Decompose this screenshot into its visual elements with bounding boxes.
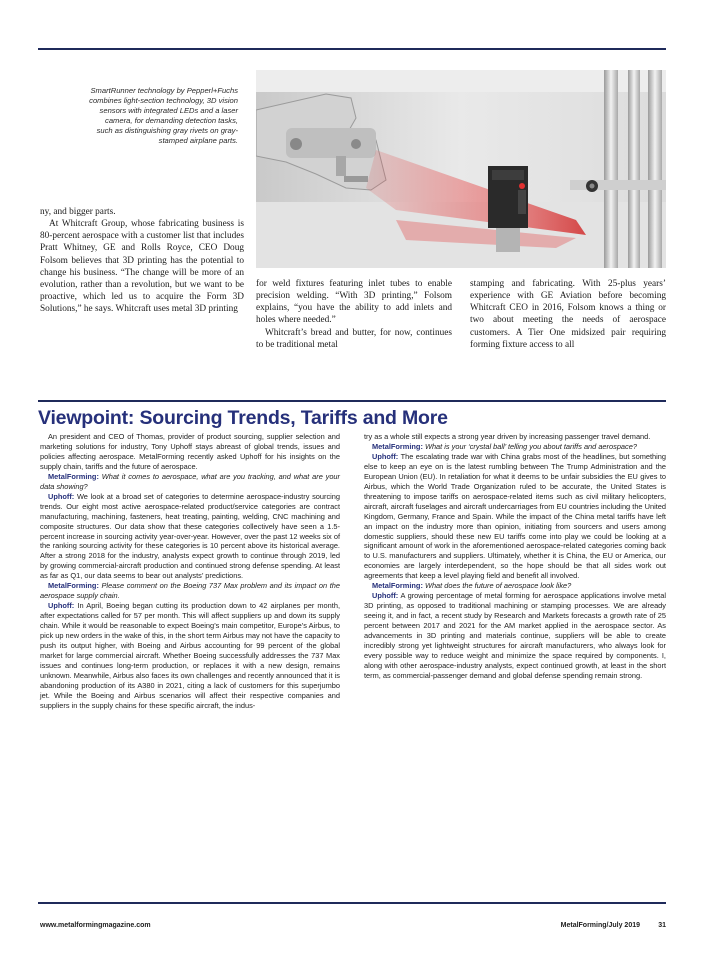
interviewer-label: MetalForming:	[372, 581, 423, 591]
viewpoint-paragraph	[364, 432, 666, 442]
sensor-photo-icon	[256, 70, 666, 268]
viewpoint-paragraph	[40, 432, 340, 472]
viewpoint-paragraph	[364, 581, 666, 591]
article-column-1	[40, 206, 244, 315]
article-paragraph: Whitcraft’s bread and butter, for now, continues to be traditional metal	[256, 327, 452, 350]
article-paragraph: stamping and fabricating. With 25-plus years’ experience with GE Aviation before becoming Whitcraft CEO in 2016, Folsom knows a thing or two about meeting the needs of aerospace customers. A Tier One midsized pair requiring forming fixture access to all	[470, 279, 666, 350]
answer-text: A growing percentage of metal forming for aerospace applications involve metal 3D printing, as opposed to traditional machining or stamping processes. We are already seeing it, and in fact, a recent study by Research and Markets forecasts a growth rate of 25 percent between 2017 and 2021 for the AM market applied in the aerospace sector. As advancements in 3D printing and materials continue, suppliers will be able to create incredibly strong yet lightweight structures for aircraft manufacturers, who always look for every possible way to reduce weight and minimize the space required by components. I, along with other aerospace-industry analysts, expect continued growth, at least in the short term, as commercial-passenger demand and global defense spending remain strong.	[364, 591, 666, 680]
article-paragraph: At Whitcraft Group, whose fabricating business is 80-percent aerospace with a customer list that includes Pratt Whitney, GE and Rolls Royce, CEO Doug Folsom believes that 3D printing has the potential to change his business. “The change will be more of an evolution, rather than a revolution, but we want to be proactive, which led us to acquire the Form 3D Solutions,” he says. Whitcraft uses metal 3D printing	[40, 219, 244, 315]
answer-text: The escalating trade war with China grabs most of the headlines, but something else to keep an eye on is the latest rumbling between The Trump Administration and the European Union (EU). In retaliation for what it deems to be unfair subsidies the EU gives to Airbus, which the World Trade Organization ruled to be accurate, the United States is threatening to impose tariffs on aerospace-related items such as civil military helicopters, aircraft, aircraft fuselages and aircraft undercarriages from EU countries including the United Kingdom, Germany, France and Spain. While the impact of the China metal tariffs have left an impact on the industry more than opinion, initiating from sourcers and users among domestic suppliers, should these new EU tariffs come into play we could be looking at a significant amount of work in the aforementioned aerospace-related categories coming back to U.S. manufacturers and suppliers. Ultimately, whether it is China, the EU or America, our economies are largely interdependent, so the hope should be that all sides work out agreements that keep a level playing field and benefit all involved.	[364, 451, 666, 581]
section-rule	[38, 400, 666, 402]
page-number: 31	[658, 922, 666, 929]
article-paragraph: for weld fixtures featuring inlet tubes to enable precision welding. “With 3D printing,” Folsom explains, “you have the ability to add inlets and holes where needed.”	[256, 279, 452, 326]
footer-rule	[38, 902, 666, 904]
answer-text: We look at a broad set of categories to determine aerospace-industry sourcing trends. Our eight most active aerospace-related product/service categories are contract manufacturing, machining, fasteners, heat treating, painting, welding, CNC machining and composite structures. Our data show that these categories collectively have seen a 1.5-percent increase in sourcing activity year-over-year. However, over the past 12 weeks six of the ranking sourcing activity for these categories is 10 percent above its historical average. After a strong 2018 for the industry, analysts expect growth to continue through 2019, led by growing commercial-aircraft production and continued strong defense spending. At least as far as Q1, our data seems to bear out analysts’ predictions.	[40, 491, 340, 581]
viewpoint-paragraph	[40, 472, 340, 492]
interviewee-label: Uphoff:	[48, 491, 75, 501]
footer-url: www.metalformingmagazine.com	[40, 922, 151, 929]
viewpoint-paragraph	[364, 591, 666, 681]
viewpoint-paragraph	[364, 442, 666, 452]
interviewee-label: Uphoff:	[372, 451, 399, 461]
viewpoint-column-left	[40, 432, 340, 711]
answer-text: try as a whole still expects a strong year driven by increasing passenger travel demand.	[364, 432, 651, 441]
interviewer-label: MetalForming:	[372, 441, 423, 451]
viewpoint-paragraph	[364, 452, 666, 581]
viewpoint-paragraph	[40, 581, 340, 601]
interviewer-label: MetalForming:	[48, 471, 99, 481]
article-column-2	[256, 278, 452, 351]
footer-issue: MetalForming/July 2019	[560, 922, 640, 929]
top-rule	[38, 48, 666, 50]
question-text: What it comes to aerospace, what are you tracking, and what are your data showing?	[40, 471, 340, 491]
question-text: Please comment on the Boeing 737 Max problem and its impact on the aerospace supply chain.	[40, 581, 340, 601]
interviewee-label: Uphoff:	[372, 591, 399, 601]
sensor-photo	[256, 70, 666, 268]
question-text: What is your ‘crystal ball’ telling you about tariffs and aerospace?	[422, 441, 637, 451]
answer-text: An president and CEO of Thomas, provider of product sourcing, supplier selection and marketing solutions for industry, Tony Uphoff stays abreast of global trends, issues and policies affecting aerospace. MetalForming recently asked Uphoff for his insights on the supply chain, tariffs and the future of aerospace.	[40, 432, 340, 471]
photo-caption: SmartRunner technology by Pepperl+Fuchs combines light-section technology, 3D vision sensors with integrated LEDs and a laser camera, for demanding detection tasks, such as distinguishing gray rivets on gray-stamped airplane parts.	[89, 86, 238, 145]
viewpoint-headline: Viewpoint: Sourcing Trends, Tariffs and More	[38, 407, 448, 429]
interviewer-label: MetalForming:	[48, 581, 99, 591]
viewpoint-column-right	[364, 432, 666, 681]
interviewee-label: Uphoff:	[48, 601, 75, 611]
question-text: What does the future of aerospace look like?	[422, 581, 572, 591]
article-column-3	[470, 278, 666, 351]
viewpoint-paragraph	[40, 492, 340, 582]
viewpoint-paragraph	[40, 601, 340, 710]
answer-text: In April, Boeing began cutting its production down to 42 airplanes per month, after expectations called for 57 per month. This will affect suppliers up and down its supply chain. While it would be reasonable to expect Boeing’s main competitor, Europe’s Airbus, to pick up new orders in the wake of this, in the short term Airbus may not have the capacity to push its output higher, with Boeing and Airbus accounting for 99 percent of the global market for large commercial aircraft. Whether Boeing successfully addresses the 737 Max issues and continues long-term production, or replaces it with a new design, remains unknown. Meanwhile, Airbus also faces its own challenges and recently announced that it is abandoning production of its A380 in 2021, citing a lack of customers for this superjumbo jet. While the Boeing and Airbus scenarios will affect their respective companies and suppliers in the supply chains for these specific aircraft, the indus-	[40, 601, 340, 710]
article-paragraph: ny, and bigger parts.	[40, 207, 116, 217]
